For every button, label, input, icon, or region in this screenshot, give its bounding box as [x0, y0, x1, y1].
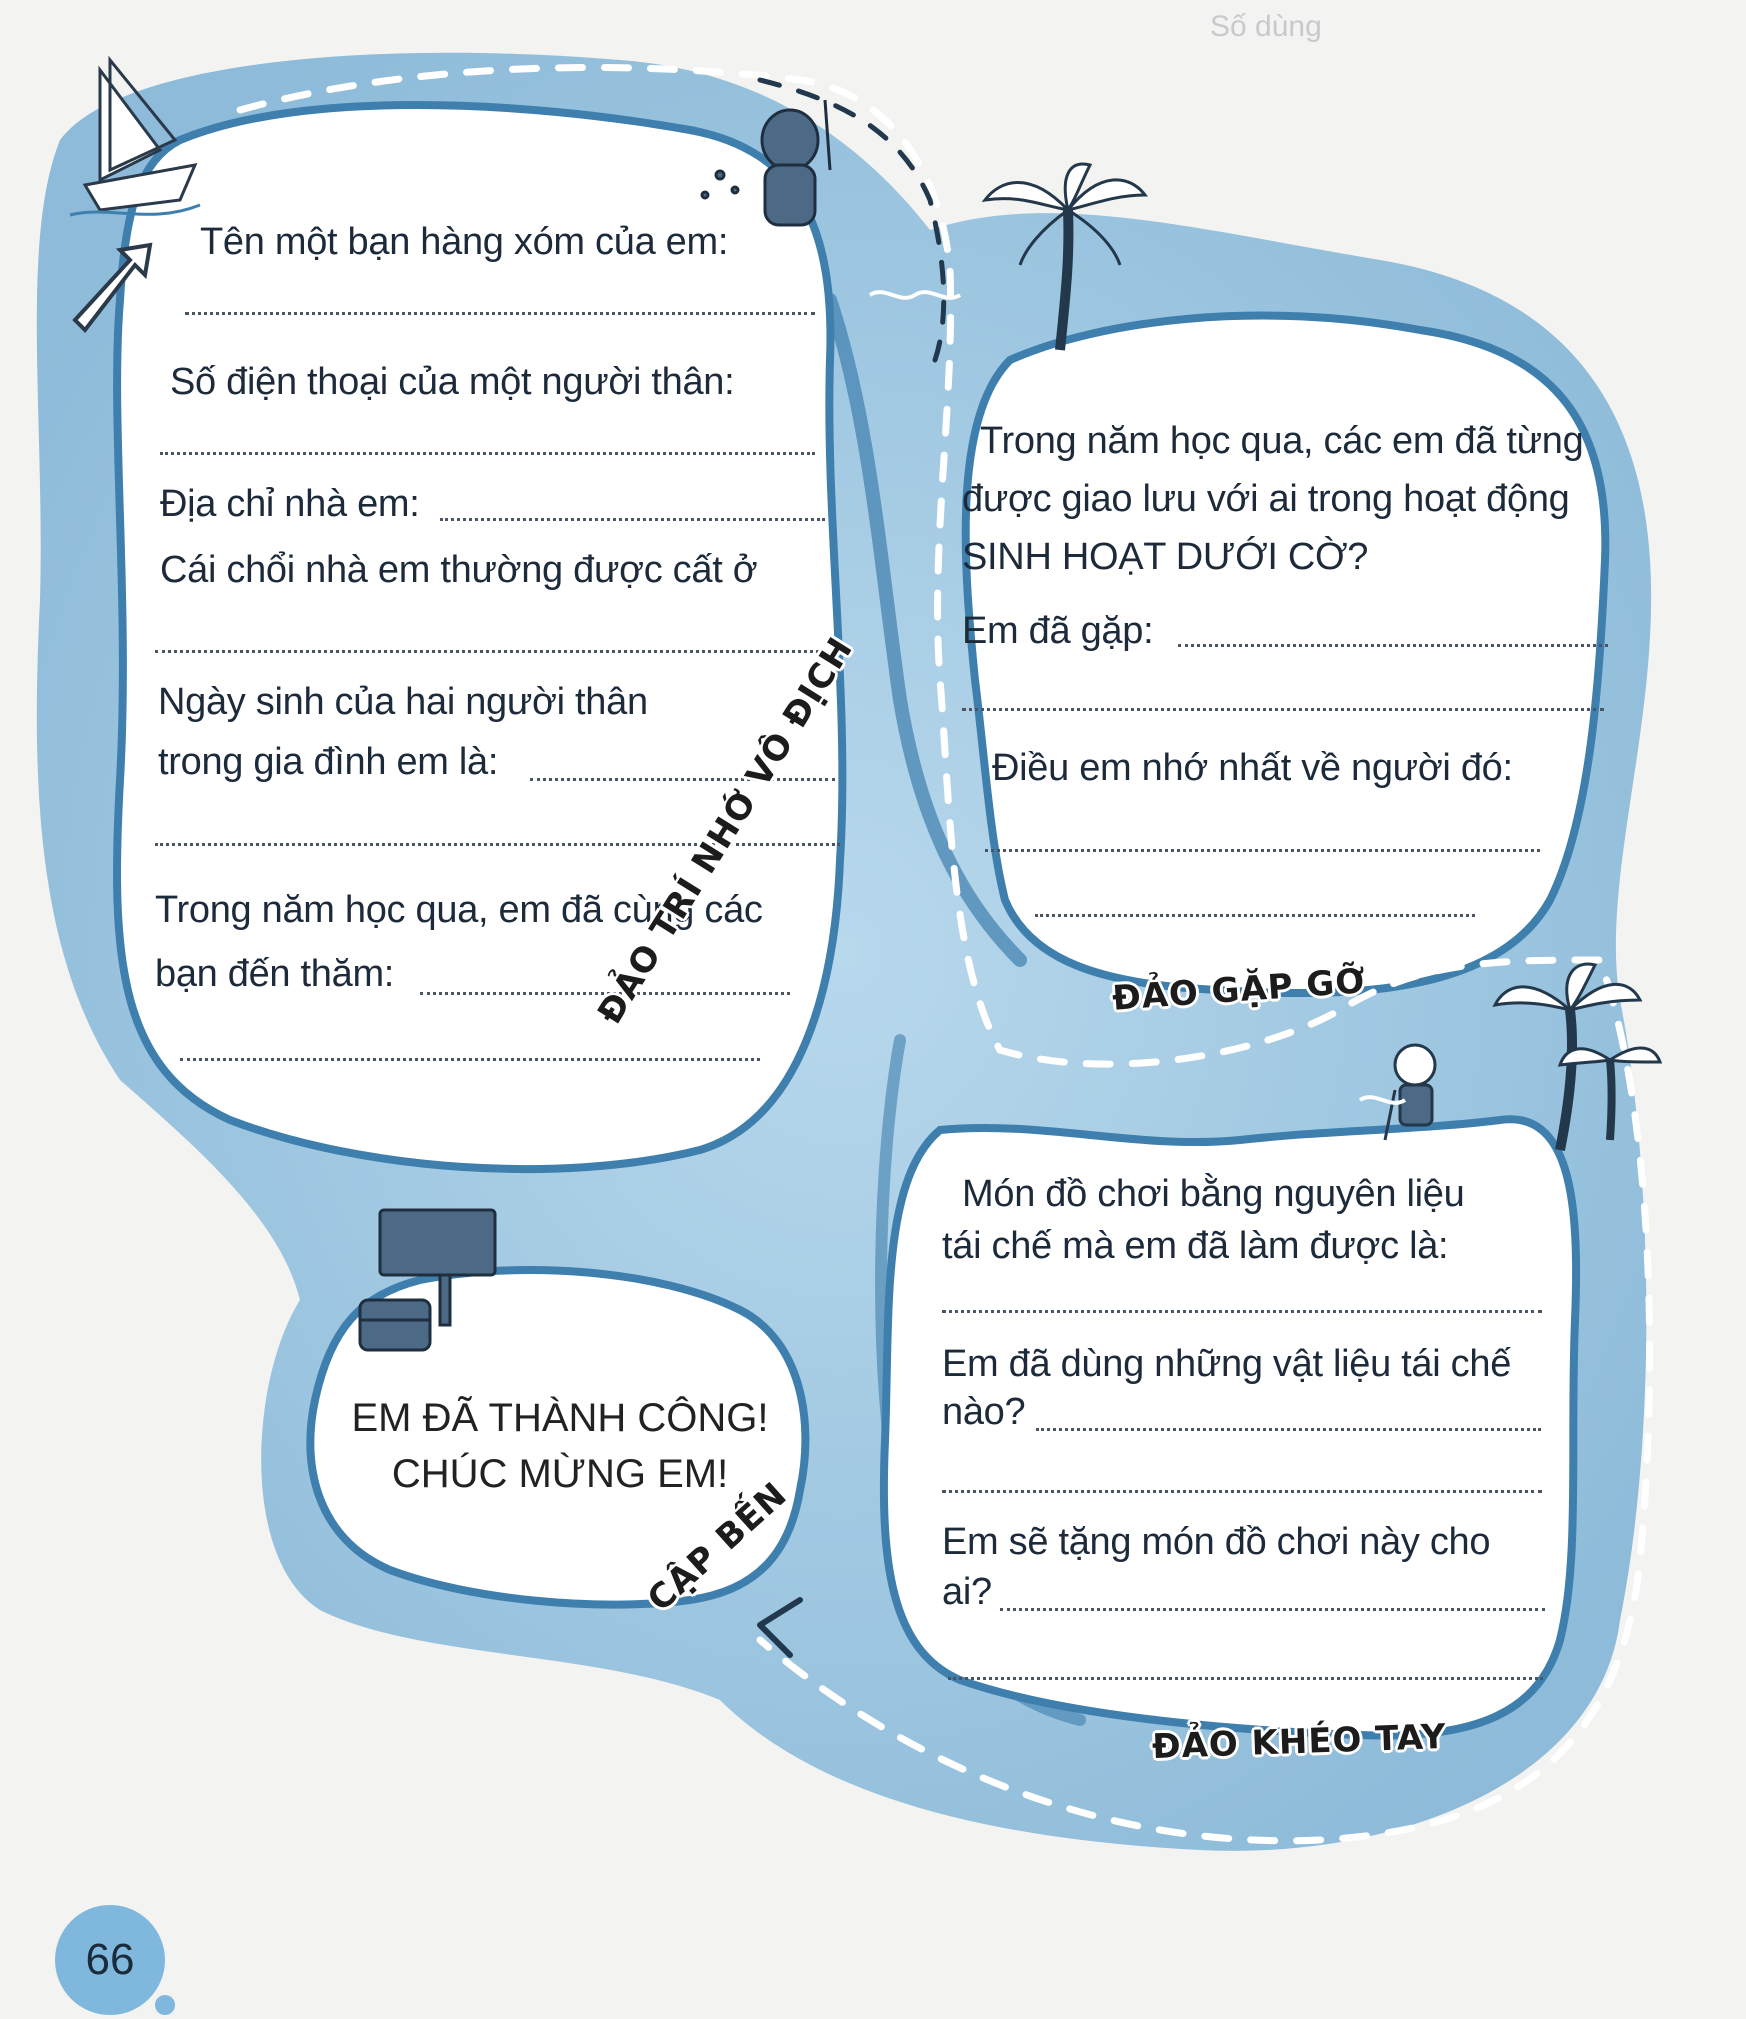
bleed-through-text: Số dùng — [1210, 10, 1322, 43]
memory-q3: Địa chỉ nhà em: — [160, 483, 420, 525]
treasure-chest-icon — [360, 1300, 430, 1350]
finish-message — [340, 1390, 780, 1502]
answer-line[interactable] — [1178, 644, 1608, 647]
answer-line[interactable] — [440, 518, 825, 521]
answer-line[interactable] — [1035, 914, 1475, 917]
craft-q2a: Em đã dùng những vật liệu tái chế — [942, 1343, 1512, 1385]
finish-line-2: CHÚC MỪNG EM! — [391, 1452, 729, 1496]
memory-q5a: Ngày sinh của hai người thân — [158, 681, 648, 723]
island-label-memory: ĐẢO TRÍ NHỚ VÔ ĐỊCH — [590, 630, 862, 1032]
meeting-intro-b: được giao lưu với ai trong hoạt động — [962, 478, 1570, 520]
craft-q3a: Em sẽ tặng món đồ chơi này cho — [942, 1521, 1491, 1563]
decorative-dot — [155, 1995, 175, 2015]
meeting-q2: Điều em nhớ nhất về người đó: — [992, 747, 1513, 789]
page-number: 66 — [85, 1935, 135, 1984]
memory-q6b: bạn đến thăm: — [155, 953, 395, 995]
answer-line[interactable] — [155, 650, 825, 653]
meeting-intro-c: SINH HOẠT DƯỚI CỜ? — [962, 536, 1369, 578]
craft-q1a: Món đồ chơi bằng nguyên liệu — [962, 1173, 1465, 1215]
answer-line[interactable] — [160, 452, 815, 455]
island-label-finish: CẬP BẾN — [640, 1474, 796, 1620]
meeting-q1: Em đã gặp: — [962, 610, 1154, 652]
answer-line[interactable] — [942, 1310, 1542, 1313]
craft-q1b: tái chế mà em đã làm được là: — [942, 1225, 1449, 1267]
answer-line[interactable] — [1000, 1608, 1545, 1611]
island-label-craft: ĐẢO KHÉO TAY — [1151, 1716, 1448, 1768]
island-label-meeting: ĐẢO GẶP GỠ — [1110, 961, 1368, 1019]
craft-q3b: ai? — [942, 1571, 992, 1613]
answer-line[interactable] — [185, 312, 815, 315]
answer-line[interactable] — [530, 778, 835, 781]
memory-q5b: trong gia đình em là: — [158, 741, 499, 783]
page-number-badge — [55, 1905, 165, 2015]
finish-line-1: EM ĐÃ THÀNH CÔNG! — [351, 1396, 769, 1440]
answer-line[interactable] — [948, 1677, 1543, 1680]
meeting-intro-a: Trong năm học qua, các em đã từng — [980, 420, 1584, 462]
memory-q2: Số điện thoại của một người thân: — [170, 361, 735, 403]
memory-q6a: Trong năm học qua, em đã cùng các — [155, 889, 763, 931]
answer-line[interactable] — [1036, 1428, 1541, 1431]
memory-q1: Tên một bạn hàng xóm của em: — [200, 221, 729, 263]
craft-q2b: nào? — [942, 1391, 1026, 1433]
answer-line[interactable] — [942, 1490, 1542, 1493]
answer-line[interactable] — [962, 708, 1604, 711]
memory-q4: Cái chổi nhà em thường được cất ở — [160, 549, 758, 591]
answer-line[interactable] — [985, 849, 1540, 852]
answer-line[interactable] — [180, 1058, 760, 1061]
